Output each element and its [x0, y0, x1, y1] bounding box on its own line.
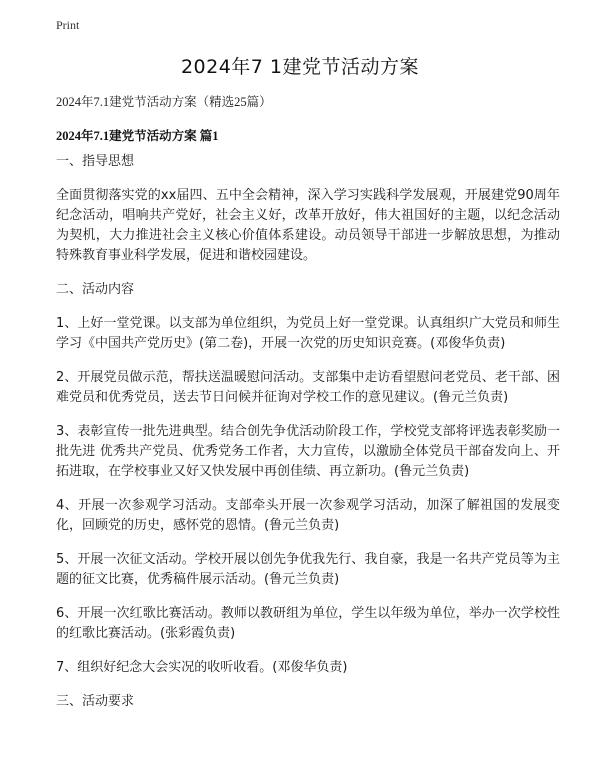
section-heading: 2024年7.1建党节活动方案 篇1 — [56, 129, 219, 143]
print-link[interactable]: Print — [56, 18, 80, 32]
activity-item: 3、表彰宣传一批先进典型。结合创先争优活动阶段工作，学校党支部将评选表彰奖励一批先进 优秀共产党员、优秀党务工作者，大力宣传，以激励全体党员干部奋发向上、开拓进取，在学校事业又好又快发展中再创佳绩、再立新功。(鲁元兰负责) — [56, 424, 560, 479]
activity-item: 6、开展一次红歌比赛活动。教师以教研组为单位，学生以年级为单位，举办一次学校性的红歌比赛活动。(张彩霞负责) — [56, 606, 560, 641]
document-subtitle: 2024年7.1建党节活动方案（精选25篇） — [56, 95, 272, 109]
activity-item: 7、组织好纪念大会实况的收听收看。(邓俊华负责) — [56, 660, 348, 675]
activity-item: 4、开展一次参观学习活动。支部牵头开展一次参观学习活动，加深了解祖国的发展变化，回顾党的历史，感怀党的恩情。(鲁元兰负责) — [56, 498, 560, 533]
heading-guiding-thought: 一、指导思想 — [56, 154, 135, 169]
heading-activity-content: 二、活动内容 — [56, 282, 135, 297]
activity-item: 5、开展一次征文活动。学校开展以创先争优我先行、我自豪，我是一名共产党员等为主题的征文比赛，优秀稿件展示活动。(鲁元兰负责) — [56, 552, 560, 587]
document-body — [56, 152, 560, 726]
page-title: 2024年7 1建党节活动方案 — [180, 56, 420, 78]
heading-activity-requirements: 三、活动要求 — [56, 694, 135, 709]
activity-item: 1、上好一堂党课。以支部为单位组织，为党员上好一堂党课。认真组织广大党员和师生学习《中国共产党历史》(第二卷)，开展一次党的历史知识竞赛。(邓俊华负责) — [56, 316, 560, 351]
guiding-paragraph: 全面贯彻落实党的xx届四、五中全会精神，深入学习实践科学发展观，开展建党90周年纪念活动，唱响共产党好，社会主义好，改革开放好，伟大祖国好的主题，以纪念活动为契机，大力推进社会主义核心价值体系建设。动员领导干部进一步解放思想，为推动特殊教育事业科学发展，促进和谐校园建设。 — [56, 188, 560, 263]
activity-item: 2、开展党员做示范，帮扶送温暖慰问活动。支部集中走访看望慰问老党员、老干部、困难党员和优秀党员，送去节日问候并征询对学校工作的意见建议。(鲁元兰负责) — [56, 370, 560, 405]
